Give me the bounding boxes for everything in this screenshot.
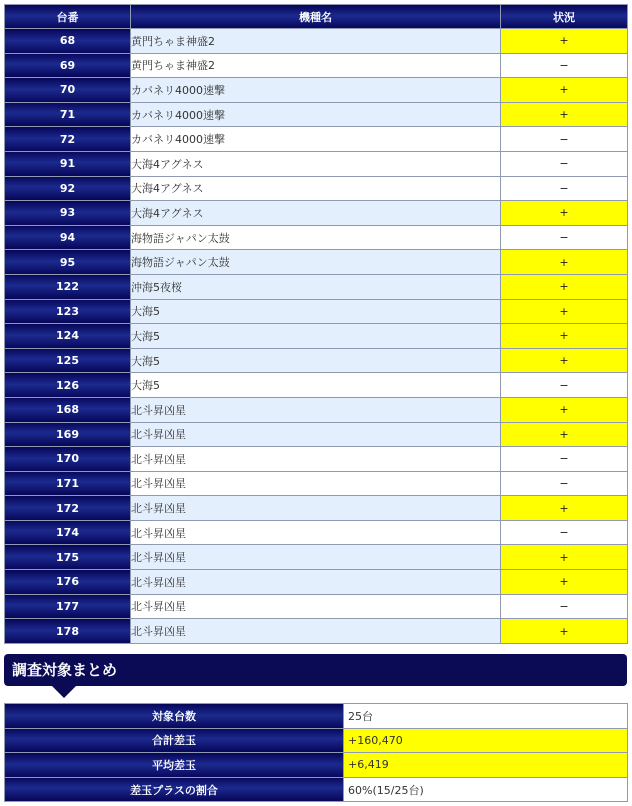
table-row [5, 496, 628, 521]
table-row [5, 471, 628, 496]
summary-table [4, 703, 628, 802]
table-row [5, 176, 628, 201]
machine-number: 171 [5, 471, 131, 496]
machine-status: − [501, 373, 628, 398]
machine-number: 125 [5, 348, 131, 373]
machine-name: 大海5 [131, 324, 501, 349]
table-row [5, 201, 628, 226]
machine-name: 沖海5夜桜 [131, 274, 501, 299]
machine-status: + [501, 545, 628, 570]
table-row [5, 373, 628, 398]
machine-status: − [501, 127, 628, 152]
machine-number: 124 [5, 324, 131, 349]
machine-status: + [501, 348, 628, 373]
machine-status: − [501, 471, 628, 496]
table-row [5, 397, 628, 422]
machine-name: 北斗昇凶星 [131, 471, 501, 496]
machine-number: 68 [5, 29, 131, 54]
summary-row [5, 777, 628, 802]
summary-row [5, 728, 628, 753]
summary-label: 差玉プラスの割合 [5, 777, 344, 802]
machine-name: 北斗昇凶星 [131, 520, 501, 545]
machine-rows [5, 29, 628, 644]
machine-name: 海物語ジャパン太鼓 [131, 250, 501, 275]
table-row [5, 594, 628, 619]
summary-row [5, 704, 628, 729]
machine-name: カバネリ4000速撃 [131, 102, 501, 127]
machine-name: 大海5 [131, 299, 501, 324]
table-row [5, 274, 628, 299]
summary-value: 60%(15/25台) [344, 777, 628, 802]
machine-name: 大海4アグネス [131, 151, 501, 176]
header-machine-name: 機種名 [131, 5, 501, 29]
table-header-row [5, 5, 628, 29]
machine-status: − [501, 176, 628, 201]
machine-name: 大海4アグネス [131, 201, 501, 226]
summary-row [5, 753, 628, 778]
machine-name: 北斗昇凶星 [131, 422, 501, 447]
machine-status: + [501, 496, 628, 521]
summary-label: 対象台数 [5, 704, 344, 729]
machine-number: 174 [5, 520, 131, 545]
machine-number: 177 [5, 594, 131, 619]
machine-number: 69 [5, 53, 131, 78]
machine-number: 168 [5, 397, 131, 422]
machine-number: 122 [5, 274, 131, 299]
machine-status: + [501, 274, 628, 299]
summary-label: 合計差玉 [5, 728, 344, 753]
machine-name: 大海4アグネス [131, 176, 501, 201]
machine-status: + [501, 299, 628, 324]
machine-status: − [501, 447, 628, 472]
machine-number: 92 [5, 176, 131, 201]
table-row [5, 127, 628, 152]
machine-status: + [501, 570, 628, 595]
machine-number: 70 [5, 78, 131, 103]
table-row [5, 520, 628, 545]
machine-number: 93 [5, 201, 131, 226]
table-row [5, 422, 628, 447]
machine-name: 北斗昇凶星 [131, 447, 501, 472]
machine-number: 126 [5, 373, 131, 398]
table-row [5, 619, 628, 644]
summary-label: 平均差玉 [5, 753, 344, 778]
table-row [5, 151, 628, 176]
machine-number: 176 [5, 570, 131, 595]
summary-heading: 調査対象まとめ [4, 654, 627, 686]
machine-status: + [501, 201, 628, 226]
machine-name: 大海5 [131, 373, 501, 398]
machine-status: − [501, 520, 628, 545]
machine-number: 169 [5, 422, 131, 447]
machine-name: 北斗昇凶星 [131, 594, 501, 619]
machine-status: + [501, 29, 628, 54]
machine-name: 北斗昇凶星 [131, 496, 501, 521]
machine-number: 123 [5, 299, 131, 324]
table-row [5, 447, 628, 472]
table-row [5, 570, 628, 595]
machine-status: + [501, 102, 628, 127]
machine-results-table [4, 4, 628, 644]
table-row [5, 545, 628, 570]
machine-status: + [501, 324, 628, 349]
summary-value: +6,419 [344, 753, 628, 778]
machine-name: 海物語ジャパン太鼓 [131, 225, 501, 250]
table-row [5, 299, 628, 324]
machine-number: 91 [5, 151, 131, 176]
summary-value: 25台 [344, 704, 628, 729]
machine-name: 北斗昇凶星 [131, 619, 501, 644]
machine-number: 172 [5, 496, 131, 521]
machine-status: + [501, 619, 628, 644]
machine-number: 178 [5, 619, 131, 644]
summary-heading-arrow [52, 686, 76, 698]
machine-name: 黄門ちゃま神盛2 [131, 29, 501, 54]
header-machine-number: 台番 [5, 5, 131, 29]
table-row [5, 250, 628, 275]
table-row [5, 78, 628, 103]
summary-rows [5, 704, 628, 802]
machine-name: 大海5 [131, 348, 501, 373]
summary-value: +160,470 [344, 728, 628, 753]
machine-number: 71 [5, 102, 131, 127]
table-row [5, 324, 628, 349]
machine-status: − [501, 53, 628, 78]
table-row [5, 53, 628, 78]
machine-status: + [501, 250, 628, 275]
machine-number: 94 [5, 225, 131, 250]
machine-number: 175 [5, 545, 131, 570]
machine-name: カバネリ4000速撃 [131, 78, 501, 103]
table-row [5, 225, 628, 250]
table-row [5, 348, 628, 373]
header-status: 状況 [501, 5, 628, 29]
machine-status: − [501, 225, 628, 250]
machine-status: − [501, 594, 628, 619]
machine-status: + [501, 422, 628, 447]
machine-number: 95 [5, 250, 131, 275]
machine-name: カバネリ4000速撃 [131, 127, 501, 152]
machine-status: + [501, 397, 628, 422]
machine-name: 北斗昇凶星 [131, 570, 501, 595]
machine-name: 北斗昇凶星 [131, 545, 501, 570]
machine-status: − [501, 151, 628, 176]
machine-name: 北斗昇凶星 [131, 397, 501, 422]
table-row [5, 102, 628, 127]
machine-number: 170 [5, 447, 131, 472]
machine-name: 黄門ちゃま神盛2 [131, 53, 501, 78]
table-row [5, 29, 628, 54]
machine-status: + [501, 78, 628, 103]
machine-number: 72 [5, 127, 131, 152]
